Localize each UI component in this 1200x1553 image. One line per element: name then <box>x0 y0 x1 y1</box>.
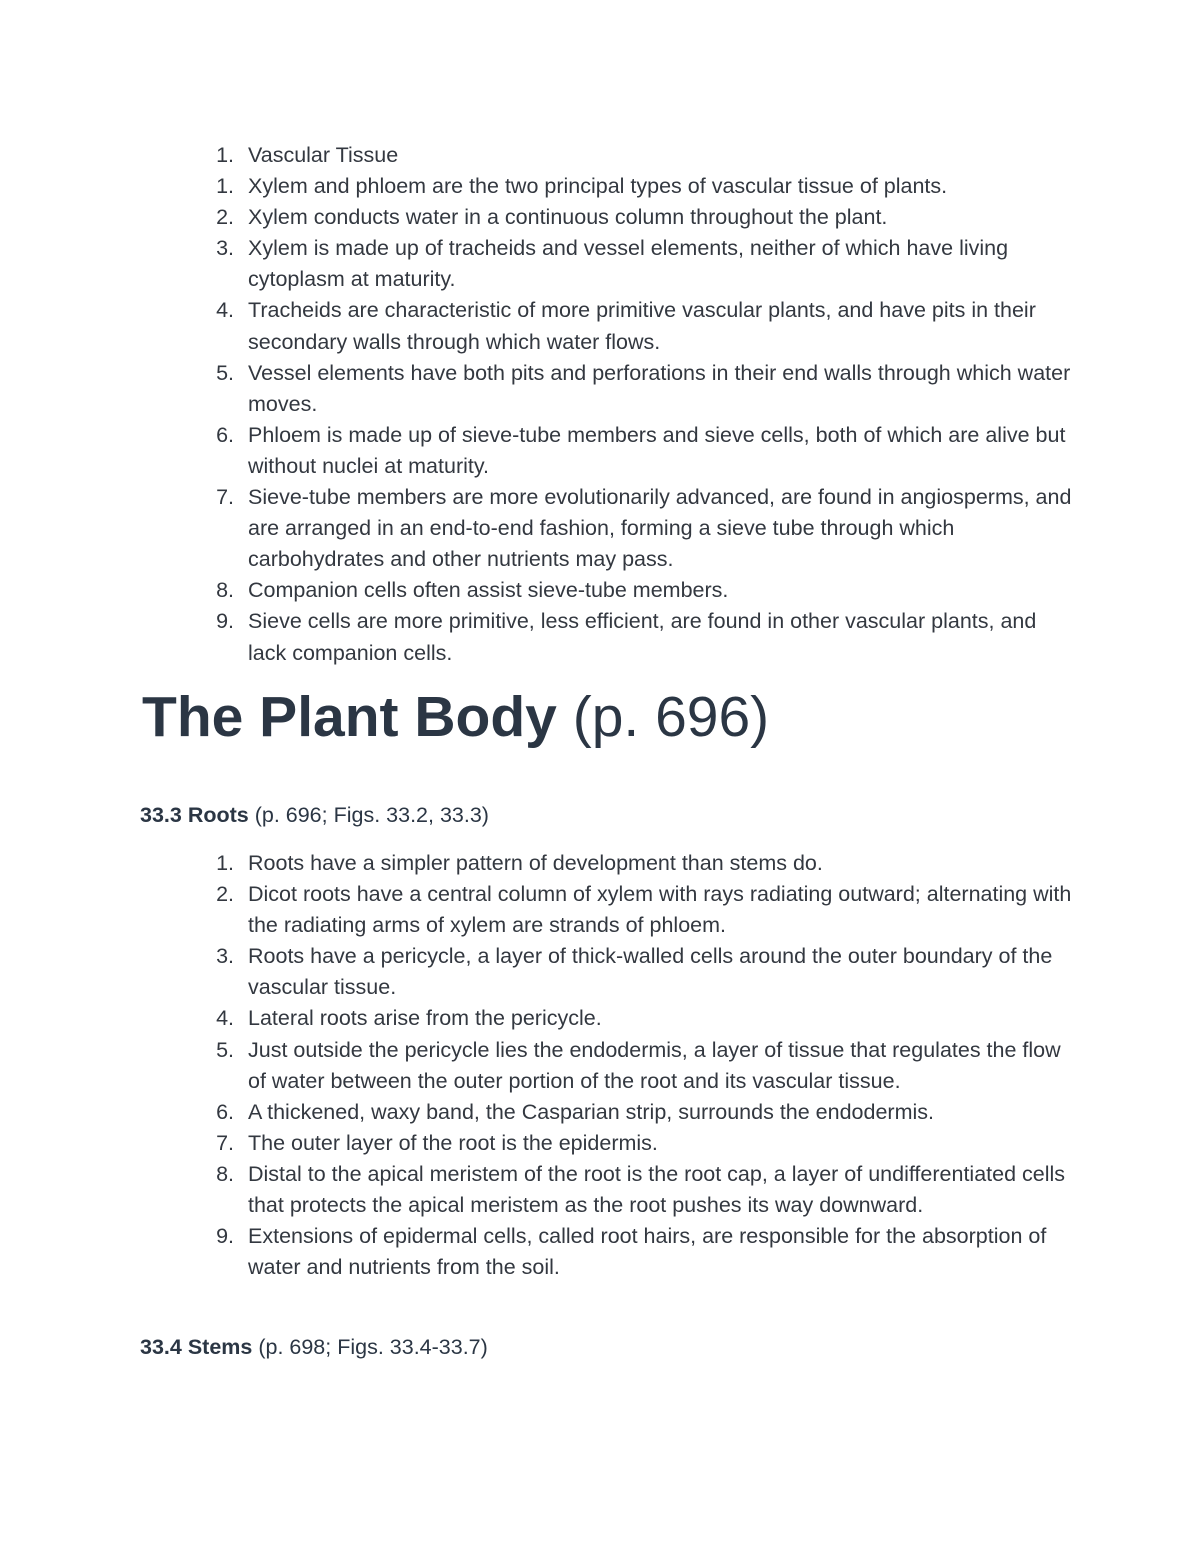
list-text: A thickened, waxy band, the Casparian strip, surrounds the endodermis. <box>248 1099 934 1124</box>
vascular-tissue-list <box>140 140 1080 669</box>
list-text: Dicot roots have a central column of xylem with rays radiating outward; alternating with the radiating arms of xylem are strands of phloem. <box>248 882 1072 938</box>
list-number: 9. <box>216 609 234 634</box>
list-text: Xylem and phloem are the two principal types of vascular tissue of plants. <box>248 174 948 199</box>
list-number: 3. <box>216 236 234 261</box>
list-item <box>140 1128 1080 1159</box>
list-text: Just outside the pericycle lies the endodermis, a layer of tissue that regulates the flow of water between the outer portion of the root and its vascular tissue. <box>248 1037 1061 1093</box>
section-heading-ref: (p. 696; Figs. 33.2, 33.3) <box>248 803 489 827</box>
list-item <box>140 1003 1080 1034</box>
section-heading-bold: 33.4 Stems <box>140 1335 253 1359</box>
list-item <box>140 295 1080 357</box>
list-item <box>140 848 1080 879</box>
section-heading-roots <box>140 800 489 831</box>
list-item <box>140 140 1080 171</box>
list-item <box>140 171 1080 202</box>
list-number: 7. <box>216 485 234 510</box>
list-text: Roots have a pericycle, a layer of thick-walled cells around the outer boundary of the vascular tissue. <box>248 944 1053 1000</box>
list-number: 2. <box>216 205 234 230</box>
list-number: 2. <box>216 882 234 907</box>
list-number: 1. <box>216 143 234 167</box>
list-number: 5. <box>216 360 234 385</box>
list-item <box>140 233 1080 295</box>
page-title-bold: The Plant Body <box>142 685 557 749</box>
list-number: 8. <box>216 1161 234 1186</box>
list-text: Phloem is made up of sieve-tube members and sieve cells, both of which are alive but without nuclei at maturity. <box>248 422 1066 478</box>
list-text: Tracheids are characteristic of more primitive vascular plants, and have pits in their secondary walls through which water flows. <box>248 298 1036 354</box>
list-number: 9. <box>216 1224 234 1249</box>
list-text: Vascular Tissue <box>248 143 399 167</box>
list-item <box>140 202 1080 233</box>
list-number: 6. <box>216 422 234 447</box>
page-title <box>142 682 769 752</box>
list-text: Sieve-tube members are more evolutionarily advanced, are found in angiosperms, and are arranged in an end-to-end fashion, forming a sieve tube through which carbohydrates and other nutrients may pass. <box>248 485 1072 572</box>
roots-list <box>140 848 1080 1283</box>
list-item <box>140 941 1080 1003</box>
list-text: Roots have a simpler pattern of development than stems do. <box>248 851 823 875</box>
list-number: 1. <box>216 174 234 199</box>
list-item <box>140 358 1080 420</box>
list-text: Extensions of epidermal cells, called root hairs, are responsible for the absorption of water and nutrients from the soil. <box>248 1224 1047 1280</box>
list-text: Vessel elements have both pits and perforations in their end walls through which water moves. <box>248 360 1071 416</box>
list-number: 1. <box>216 851 234 875</box>
list-text: Xylem is made up of tracheids and vessel elements, neither of which have living cytoplasm at maturity. <box>248 236 1009 292</box>
list-number: 7. <box>216 1130 234 1155</box>
list-text: The outer layer of the root is the epidermis. <box>248 1130 658 1155</box>
list-item <box>140 1221 1080 1283</box>
list-number: 8. <box>216 578 234 603</box>
list-number: 6. <box>216 1099 234 1124</box>
page-title-page-ref: (p. 696) <box>556 685 770 749</box>
section-heading-stems <box>140 1332 488 1363</box>
list-text: Sieve cells are more primitive, less efficient, are found in other vascular plants, and lack companion cells. <box>248 609 1037 665</box>
list-text: Lateral roots arise from the pericycle. <box>248 1006 602 1031</box>
list-number: 4. <box>216 1006 234 1031</box>
list-number: 4. <box>216 298 234 323</box>
section-heading-ref: (p. 698; Figs. 33.4-33.7) <box>252 1335 488 1359</box>
list-item <box>140 606 1080 668</box>
section-heading-bold: 33.3 Roots <box>140 803 249 827</box>
list-item <box>140 1097 1080 1128</box>
list-item <box>140 1035 1080 1097</box>
list-item <box>140 482 1080 575</box>
list-item <box>140 1159 1080 1221</box>
list-item <box>140 420 1080 482</box>
list-number: 5. <box>216 1037 234 1062</box>
list-item <box>140 879 1080 941</box>
list-text: Distal to the apical meristem of the root is the root cap, a layer of undifferentiated cells that protects the apical meristem as the root pushes its way downward. <box>248 1161 1066 1218</box>
list-text: Xylem conducts water in a continuous column throughout the plant. <box>248 205 888 230</box>
list-item <box>140 575 1080 606</box>
list-text: Companion cells often assist sieve-tube members. <box>248 578 729 603</box>
list-number: 3. <box>216 944 234 969</box>
